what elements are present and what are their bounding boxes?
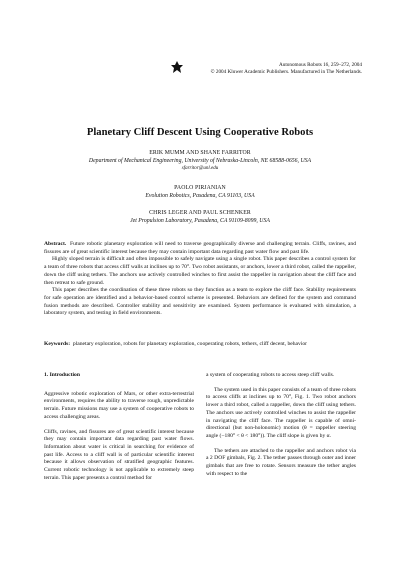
- abstract-paragraph: [44, 241, 356, 256]
- journal-line: Autonomous Robots 16, 259–272, 2004: [278, 62, 362, 68]
- keywords-label: Keywords:: [44, 341, 71, 347]
- author-affiliation: Jet Propulsion Laboratory, Pasadena, CA 91109-8099, USA: [130, 217, 270, 224]
- abstract-paragraph: This paper describes the coordination of these three robots so they function as a team to explore the cliff face. Stability requirements for safe operation are identified and a behavior-based control scheme is presented. Behaviors are defined for the system and command fusion methods are described. Controller stability and sensitivity are examined. System performance is evaluated with simulation, a laboratory system, and testing in field environments.: [44, 287, 356, 317]
- paper-title: Planetary Cliff Descent Using Cooperative Robots: [86, 127, 314, 138]
- abstract-text: Future robotic planetary exploration will need to traverse geographically diverse and challenging terrain. Cliffs, ravines, and fissures are of great scientific interest because they may contain important data regarding past water flow and past life.: [44, 241, 357, 255]
- body-paragraph: The tethers are attached to the rappeller and anchors robot via a 2 DOF gimbals, Fig. 2. The tether passes through outer and inner gimbals that are free to rotate. Sensors measure the tether angles with respect to the: [206, 447, 356, 477]
- keywords: [44, 341, 356, 349]
- author-names: PAOLO PIRJANIAN: [174, 185, 226, 191]
- author-names: ERIK MUMM AND SHANE FARRITOR: [149, 150, 251, 156]
- abstract-paragraph: Highly sloped terrain is difficult and often impossible to safely navigate using a single robot. This paper describes a control system for a team of three robots that access cliff walls at inclines up to 70°. Two robot assistants, or anchors, lower a third robot, called the rappeller, down the cliff using tethers. The anchors use actively controlled winches to first assist the rappeller in navigation about the cliff face and then retreat to safe ground.: [44, 256, 356, 286]
- author-group-1: [30, 150, 370, 173]
- author-affiliation: Department of Mechanical Engineering, University of Nebraska-Lincoln, NE 68588-0656, USA: [88, 157, 312, 164]
- journal-citation: [211, 62, 362, 76]
- body-column-right: [206, 372, 356, 485]
- abstract: [44, 241, 356, 318]
- author-group-3: [30, 210, 370, 225]
- author-email[interactable]: sfarritor@unl.edu: [181, 166, 219, 172]
- keywords-text: planetary exploration, robots for planetary exploration, cooperating robots, tethers, cliff decent, behavior: [72, 341, 308, 347]
- author-names: CHRIS LEGER AND PAUL SCHENKER: [149, 210, 251, 216]
- section-heading: 1. Introduction: [44, 372, 80, 378]
- abstract-label: Abstract.: [44, 241, 67, 247]
- author-affiliation: Evolution Robotics, Pasadena, CA 91103, USA: [145, 192, 255, 199]
- author-group-2: [30, 185, 370, 200]
- body-paragraph: Cliffs, ravines, and fissures are of great scientific interest because they may contain important data regarding past water flows. Information about water is critical in searching for evidence of past life. Access to a cliff wall is of particular scientific interest because it allows observation of stratified geographic features. Current robotic technology is not applicable to extremely steep terrain. This paper presents a control method for: [44, 428, 194, 481]
- body-paragraph: Aggressive robotic exploration of Mars, or other extra-terrestrial environments, requires the ability to traverse rough, unpredictable terrain. Future missions may use a system of cooperative robots to access challenging areas.: [44, 390, 194, 420]
- body-paragraph: a system of cooperating robots to access steep cliff walls.: [206, 372, 335, 378]
- publisher-line: © 2004 Kluwer Academic Publishers. Manufactured in The Netherlands.: [210, 69, 362, 75]
- body-column-left: [44, 372, 194, 489]
- publisher-tree-logo-icon: [170, 60, 184, 74]
- body-paragraph: The system used in this paper consists of a team of three robots to access cliffs at inclines up to 70°, Fig. 1. Two robot anchors lower a third robot, called a rappeller, down the cliff using tethers. The anchors use actively controlled winches to assist the rappeller in navigating the cliff face. The rappeller is capable of omni-directional (but non-holonomic) motion (θ = rappeller steering angle (−180° < θ < 180°)). The cliff slope is given by α.: [206, 386, 356, 439]
